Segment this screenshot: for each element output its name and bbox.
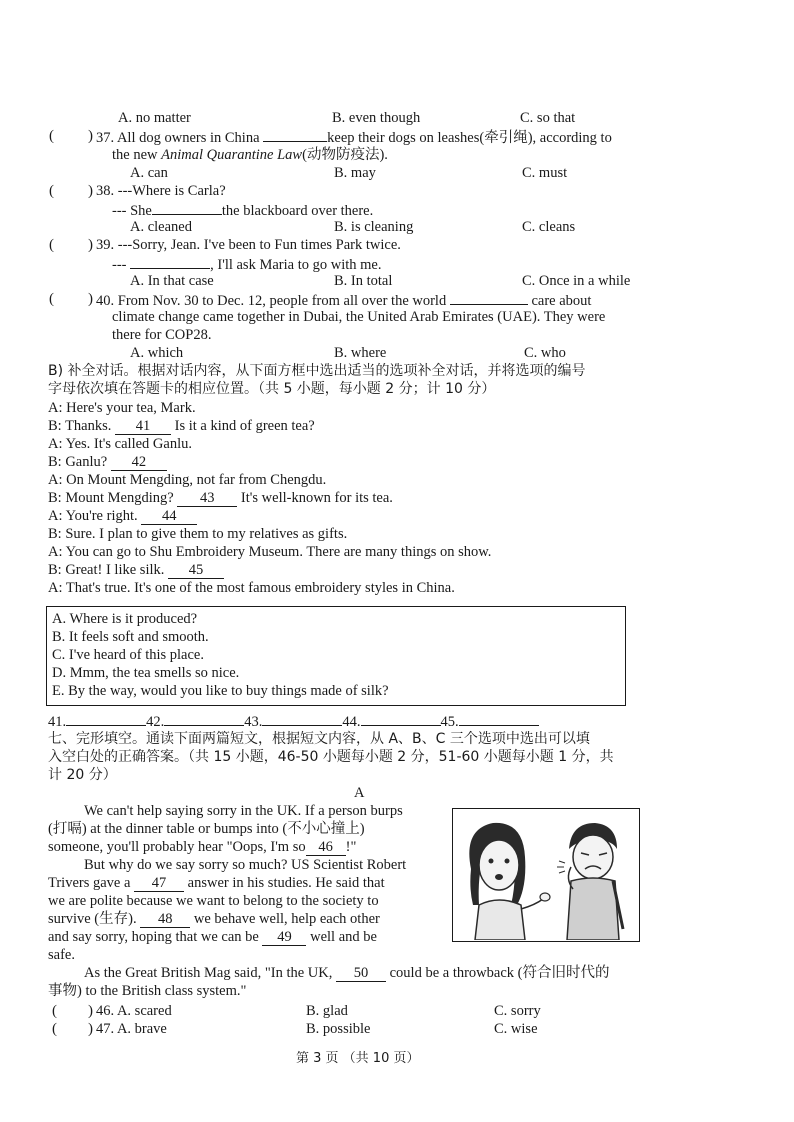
- q39-blank: [130, 254, 210, 269]
- passage-letter: A: [354, 785, 365, 801]
- q40-line1: [96, 290, 591, 310]
- q39-line1: 39. ---Sorry, Jean. I've been to Fun times Park twice.: [96, 237, 401, 253]
- dialogue-line-7-pre: A: You're right.: [48, 508, 138, 524]
- passage-line-3-post: !": [345, 839, 357, 855]
- q39-option-a: A. In that case: [130, 273, 214, 289]
- blank-46: 46: [306, 840, 346, 856]
- q46-option-b: B. glad: [306, 1003, 348, 1019]
- passage-line-6: we are polite because we want to belong to the society to: [48, 893, 379, 909]
- blank-49: 49: [262, 930, 306, 946]
- passage-line-8: [48, 928, 377, 946]
- q47-answer-paren-open: (: [52, 1021, 57, 1037]
- q47-answer-paren-close: ): [88, 1021, 93, 1037]
- passage-line-7-post: we behave well, help each other: [193, 911, 380, 927]
- q37-option-c: C. must: [522, 165, 568, 181]
- q37-option-a: A. can: [130, 165, 168, 181]
- answer-row: [48, 711, 539, 731]
- passage-line-10: [84, 964, 609, 982]
- option-c: C. I've heard of this place.: [52, 647, 204, 663]
- cartoon-illustration: [453, 809, 638, 940]
- q38-option-a: A. cleaned: [130, 219, 192, 235]
- q36-option-b: B. even though: [332, 110, 421, 126]
- q39-answer-paren-open: (: [49, 237, 54, 253]
- dialogue-line-3: A: Yes. It's called Ganlu.: [48, 436, 192, 452]
- illustration-frame: [452, 808, 640, 942]
- passage-line-1: We can't help saying sorry in the UK. If a person burps: [84, 803, 403, 819]
- dialogue-line-6-pre: B: Mount Mengding?: [48, 490, 174, 506]
- q38-answer-paren-open: (: [49, 183, 54, 199]
- dialogue-line-1: A: Here's your tea, Mark.: [48, 400, 196, 416]
- dialogue-line-5: A: On Mount Mengding, not far from Chengdu.: [48, 472, 327, 488]
- q37-line2-pre: the new: [112, 147, 158, 163]
- dialogue-line-4: [48, 453, 167, 471]
- section-7-instructions-line3: 计 20 分）: [48, 767, 117, 783]
- q37-stem: [96, 127, 612, 147]
- q40-option-b: B. where: [334, 345, 387, 361]
- q38-line2-post: the blackboard over there.: [221, 203, 374, 219]
- option-b: B. It feels soft and smooth.: [52, 629, 209, 645]
- blank-50: 50: [336, 966, 386, 982]
- dialogue-line-7: [48, 507, 197, 525]
- q40-line3: there for COP28.: [112, 327, 212, 343]
- q40-line1-post: care about: [531, 293, 592, 309]
- passage-line-10-post: could be a throwback (符合旧时代的: [389, 965, 610, 981]
- q38-line2: [112, 200, 373, 220]
- passage-line-5-post: answer in his studies. He said that: [187, 875, 385, 891]
- passage-line-3: [48, 838, 356, 856]
- answer-43-blank[interactable]: [262, 711, 342, 726]
- q37-option-b: B. may: [334, 165, 376, 181]
- blank-45: 45: [168, 563, 224, 579]
- dialogue-line-6-post: It's well-known for its tea.: [240, 490, 393, 506]
- answer-43-label: 43.: [244, 714, 263, 730]
- answer-44-blank[interactable]: [361, 711, 441, 726]
- q46-answer-paren-open: (: [52, 1003, 57, 1019]
- blank-48: 48: [140, 912, 190, 928]
- q38-line2-pre: --- She: [112, 203, 152, 219]
- answer-41-blank[interactable]: [66, 711, 146, 726]
- dialogue-line-2-pre: B: Thanks.: [48, 418, 112, 434]
- blank-47: 47: [134, 876, 184, 892]
- dialogue-line-6: [48, 489, 393, 507]
- q38-answer-paren-close: ): [88, 183, 93, 199]
- blank-41: 41: [115, 419, 171, 435]
- q39-line2: [112, 254, 381, 274]
- q47-option-b: B. possible: [306, 1021, 371, 1037]
- boy-figure: [557, 823, 623, 940]
- section-7-instructions-line2: 入空白处的正确答案。（共 15 小题，46-50 小题每小题 2 分，51-60 小题每小题 1 分，共: [48, 749, 614, 765]
- q39-option-c: C. Once in a while: [522, 273, 631, 289]
- page-footer: 第 3 页 （共 10 页）: [296, 1051, 420, 1066]
- q36-option-a: A. no matter: [118, 110, 191, 126]
- answer-41-label: 41.: [48, 714, 67, 730]
- section-7-instructions-line1: 七、完形填空。通读下面两篇短文，根据短文内容，从 A、B、C 三个选项中选出可以填: [48, 731, 590, 747]
- blank-43: 43: [177, 491, 237, 507]
- q47-option-a: 47. A. brave: [96, 1021, 167, 1037]
- option-d: D. Mmm, the tea smells so nice.: [52, 665, 240, 681]
- q38-option-c: C. cleans: [522, 219, 576, 235]
- passage-line-7: [48, 910, 380, 928]
- passage-line-5-pre: Trivers gave a: [48, 875, 131, 891]
- passage-line-5: [48, 874, 385, 892]
- passage-line-4: But why do we say sorry so much? US Scientist Robert: [84, 857, 407, 873]
- q46-answer-paren-close: ): [88, 1003, 93, 1019]
- girl-figure: [469, 823, 550, 940]
- q40-line2: climate change came together in Dubai, the United Arab Emirates (UAE). They were: [112, 309, 606, 325]
- q47-option-c: C. wise: [494, 1021, 538, 1037]
- q40-answer-paren-close: ): [88, 291, 93, 307]
- dialogue-line-9: A: You can go to Shu Embroidery Museum. There are many things on show.: [48, 544, 492, 560]
- q40-option-a: A. which: [130, 345, 184, 361]
- answer-45-label: 45.: [440, 714, 459, 730]
- passage-line-8-pre: and say sorry, hoping that we can be: [48, 929, 259, 945]
- answer-42-blank[interactable]: [164, 711, 244, 726]
- dialogue-line-11: A: That's true. It's one of the most famous embroidery styles in China.: [48, 580, 455, 596]
- dialogue-line-10-pre: B: Great! I like silk.: [48, 562, 165, 578]
- passage-line-3-pre: someone, you'll probably hear "Oops, I'm so: [48, 839, 306, 855]
- q40-blank: [450, 290, 528, 305]
- answer-44-label: 44.: [342, 714, 361, 730]
- q40-option-c: C. who: [524, 345, 566, 361]
- q36-option-c: C. so that: [520, 110, 576, 126]
- dialogue-line-4-pre: B: Ganlu?: [48, 454, 108, 470]
- q39-option-b: B. In total: [334, 273, 393, 289]
- passage-line-9: safe.: [48, 947, 75, 963]
- dialogue-line-2: [48, 417, 315, 435]
- q39-answer-paren-close: ): [88, 237, 93, 253]
- q39-line2-pre: ---: [112, 257, 127, 273]
- q40-answer-paren-open: (: [49, 291, 54, 307]
- section-b-instructions-line1: B) 补全对话。根据对话内容，从下面方框中选出适当的选项补全对话，并将选项的编号: [48, 363, 586, 379]
- q37-stem-rest: keep their dogs on leashes(牵引绳), according to: [327, 130, 612, 146]
- option-a: A. Where is it produced?: [52, 611, 198, 627]
- q39-line2-post: , I'll ask Maria to go with me.: [210, 257, 382, 273]
- q37-stem-line2: [112, 146, 388, 164]
- q46-option-c: C. sorry: [494, 1003, 541, 1019]
- answer-42-label: 42.: [146, 714, 165, 730]
- blank-42: 42: [111, 455, 167, 471]
- answer-45-blank[interactable]: [459, 711, 539, 726]
- q37-lead: 37. All dog owners in China: [96, 130, 260, 146]
- dialogue-line-2-post: Is it a kind of green tea?: [174, 418, 315, 434]
- q38-line1: 38. ---Where is Carla?: [96, 183, 226, 199]
- q37-answer-paren-close: ): [88, 128, 93, 144]
- blank-44: 44: [141, 509, 197, 525]
- dialogue-line-8: B: Sure. I plan to give them to my relatives as gifts.: [48, 526, 348, 542]
- dialogue-line-10: [48, 561, 224, 579]
- q37-law-name: Animal Quarantine Law: [161, 147, 303, 163]
- q37-blank: [263, 127, 327, 142]
- passage-line-10-pre: As the Great British Mag said, "In the UK,: [84, 965, 333, 981]
- passage-line-11: 事物) to the British class system.": [48, 983, 247, 999]
- q38-option-b: B. is cleaning: [334, 219, 414, 235]
- section-b-instructions-line2: 字母依次填在答题卡的相应位置。（共 5 小题，每小题 2 分；计 10 分）: [48, 381, 496, 397]
- passage-line-8-post: well and be: [310, 929, 377, 945]
- q37-answer-paren-open: (: [49, 128, 54, 144]
- q40-line1-pre: 40. From Nov. 30 to Dec. 12, people from all over the world: [96, 293, 447, 309]
- option-e: E. By the way, would you like to buy things made of silk?: [52, 683, 389, 699]
- q38-blank: [152, 200, 222, 215]
- passage-line-2: (打嗝) at the dinner table or bumps into (不小心撞上): [48, 821, 365, 837]
- q37-line2-post: (动物防疫法).: [302, 147, 388, 163]
- passage-line-7-pre: survive (生存).: [48, 911, 137, 927]
- q46-option-a: 46. A. scared: [96, 1003, 172, 1019]
